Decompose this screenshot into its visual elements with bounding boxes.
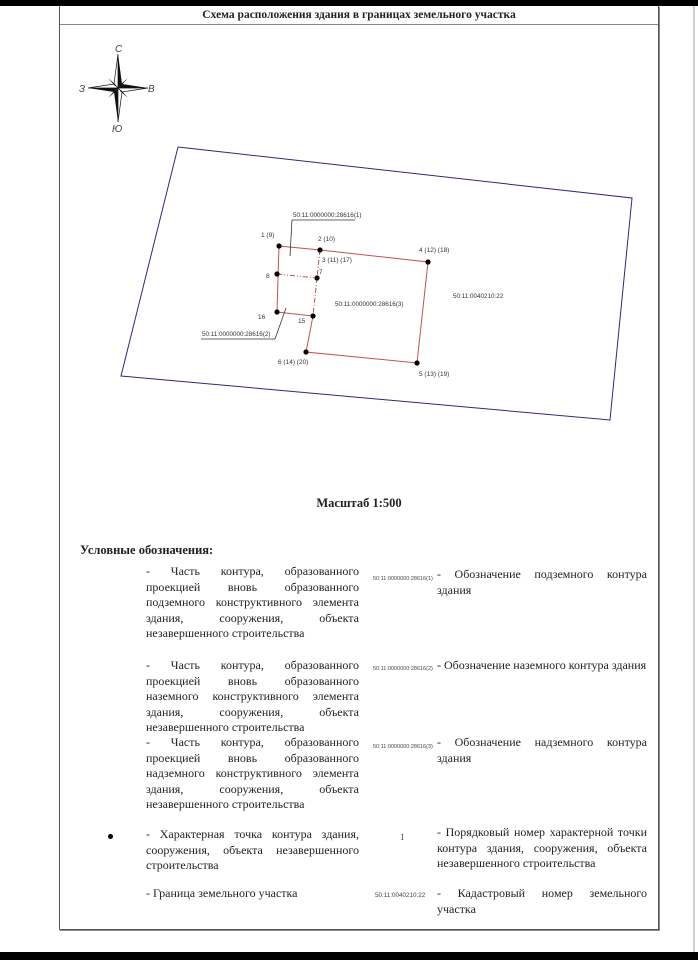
point-8 <box>274 271 279 276</box>
point-label: 15 <box>298 318 306 325</box>
point-label: 8 <box>266 273 270 280</box>
scale-label: Масштаб 1:500 <box>316 496 402 510</box>
parcel-boundary <box>121 147 632 420</box>
point-5 <box>414 360 419 365</box>
point-7 <box>314 275 319 280</box>
document-title: Схема расположения здания в границах земельного участка <box>60 6 658 25</box>
compass-south-label: Ю <box>112 124 123 135</box>
bottom-black-bar <box>0 952 698 960</box>
compass-west-label: З <box>79 84 86 95</box>
page-edge <box>693 6 695 952</box>
point-label: 3 (11) (17) <box>322 257 352 264</box>
legend-text-ground-part: - Часть контура, образованного проекцией вновь образованного наземного конструктивного элемента здания, сооружения, объекта незавершенного строительства <box>146 658 359 734</box>
point-label: 16 <box>258 314 266 321</box>
point-1 <box>276 243 281 248</box>
legend-code-point-number: 1 <box>400 832 405 842</box>
point-label: 7 <box>319 269 323 276</box>
point-2 <box>317 247 322 252</box>
point-label: 5 (13) (19) <box>419 371 450 378</box>
legend-code-ground: 50:11:0000000:28616(2) <box>373 666 433 672</box>
point-16 <box>274 309 279 314</box>
contour-label-ground: 50:11:0000000:28616(2) <box>202 331 271 338</box>
point-symbol-icon <box>108 834 113 839</box>
legend-text-point-number: - Порядковый номер характерной точки контура здания, сооружения, объекта незавершенного строительства <box>437 825 647 870</box>
compass-rose-icon <box>88 54 148 122</box>
point-15 <box>310 313 315 318</box>
parcel-number-label: 50:11:0040210:22 <box>453 293 504 300</box>
point-label: 4 (12) (18) <box>419 247 450 254</box>
legend-code-parcel: 50:11:0040210:22 <box>375 892 426 899</box>
legend-text-underground-contour: - Обозначение подземного контура здания <box>437 567 647 597</box>
legend-title: Условные обозначения: <box>80 543 214 557</box>
legend-text-above-ground-contour: - Обозначение надземного контура здания <box>437 735 647 765</box>
legend-text-above-ground-part: - Часть контура, образованного проекцией вновь образованного надземного конструктивного элемента здания, сооружения, объекта незавершенного строительства <box>146 735 359 811</box>
legend-code-above-ground: 50:11:0000000:28616(3) <box>373 744 433 750</box>
point-6 <box>303 349 308 354</box>
site-plan <box>60 6 660 486</box>
point-label: 2 (10) <box>318 236 335 243</box>
document-sheet <box>59 6 659 930</box>
contour-label-above-ground: 50:11:0000000:28616(3) <box>335 301 404 308</box>
compass-east-label: В <box>148 84 155 95</box>
legend-text-boundary: - Граница земельного участка <box>146 886 298 900</box>
point-label: 1 (9) <box>261 232 275 239</box>
legend-text-point: - Характерная точка контура здания, сооружения, объекта незавершенного строительства <box>146 827 359 872</box>
point-4 <box>425 259 430 264</box>
point-label: 6 (14) (20) <box>278 359 309 366</box>
legend-text-underground-part: - Часть контура, образованного проекцией вновь образованного подземного конструктивного элемента здания, сооружения, объекта незавершенного строительства <box>146 564 359 640</box>
legend-text-ground-contour: - Обозначение наземного контура здания <box>437 658 647 672</box>
compass-north-label: С <box>115 44 123 55</box>
legend-code-underground: 50:11:0000000:28616(1) <box>373 576 433 582</box>
legend-text-parcel-number: - Кадастровый номер земельного участка <box>437 886 647 916</box>
contour-label-underground: 50:11:0000000:28616(1) <box>293 212 362 219</box>
